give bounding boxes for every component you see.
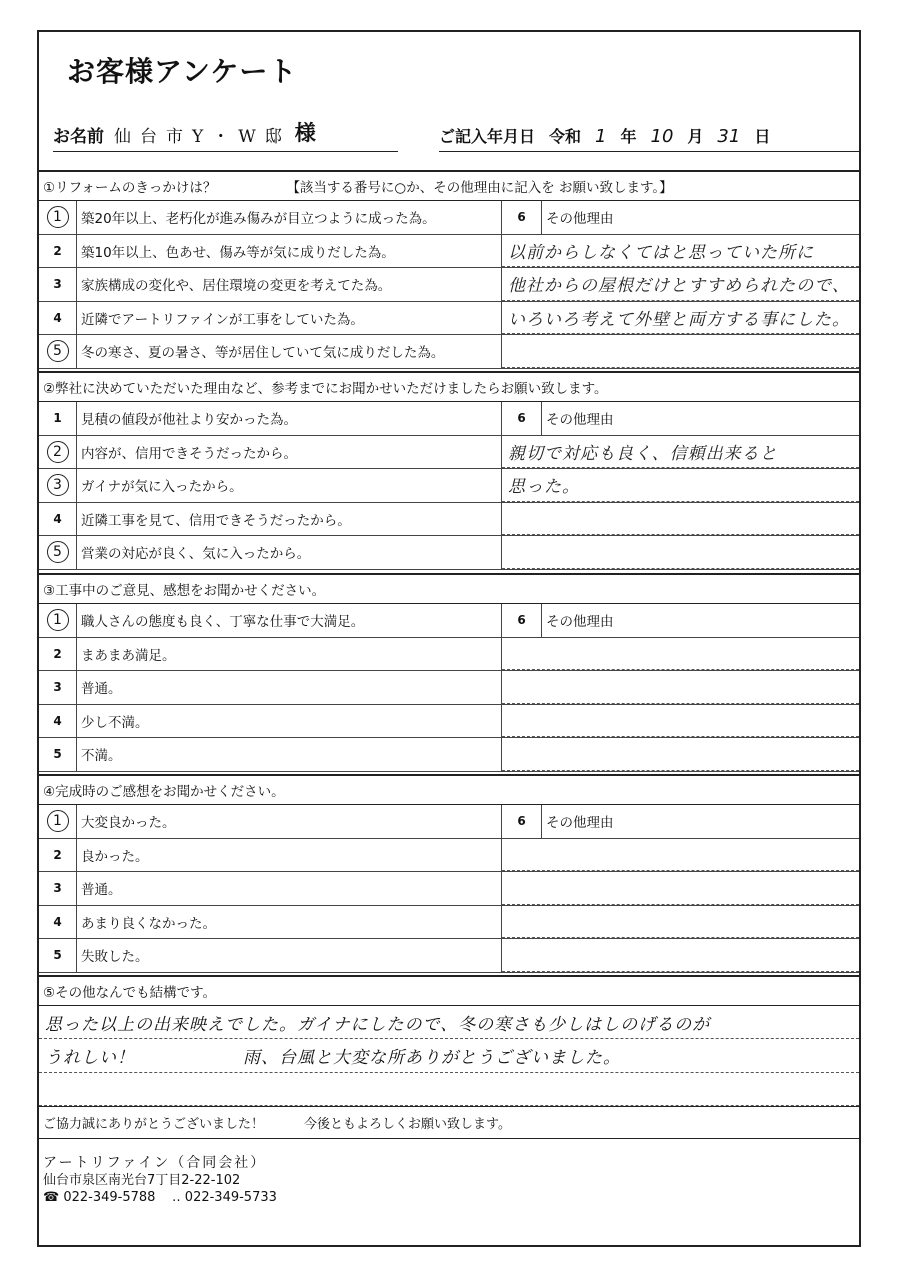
option-number-text: 3 (53, 881, 62, 896)
option-text: 近隣でアートリファインが工事をしていた為。 (77, 302, 502, 335)
option-number-text: 2 (53, 646, 62, 661)
other-label: その他理由 (546, 211, 614, 228)
circled-number: 5 (47, 340, 69, 362)
section-header (39, 774, 859, 805)
option-row (39, 738, 859, 772)
other-reason-line (502, 671, 859, 704)
survey-form (37, 30, 861, 1247)
other-number: 6 (502, 201, 542, 234)
circled-number: 5 (47, 541, 69, 563)
option-text: 築20年以上、老朽化が進み傷みが目立つように成った為。 (77, 201, 502, 234)
page-title: お客様アンケート (67, 55, 298, 88)
company-info (39, 1139, 859, 1222)
thanks-row (39, 1106, 859, 1139)
other-label: その他理由 (546, 614, 614, 631)
option-number[interactable] (39, 906, 77, 939)
company-address: 仙台市泉区南光台7丁目2-22-102 (43, 1172, 241, 1188)
option-row (39, 335, 859, 369)
option-number-text: 3 (53, 277, 62, 292)
option-text: 営業の対応が良く、気に入ったから。 (77, 536, 502, 569)
other-reason-line (502, 503, 859, 536)
other-reason-line (502, 738, 859, 771)
option-text: 普通。 (77, 872, 502, 905)
date-era: 令和 (549, 127, 582, 146)
option-text: 近隣工事を見て、信用できそうだったから。 (77, 503, 502, 536)
option-number[interactable] (39, 436, 77, 469)
option-row (39, 201, 859, 235)
name-field (53, 122, 398, 152)
other-reason-line: 以前からしなくてはと思っていた所に (502, 235, 859, 268)
fax-icon: ‥ (171, 1189, 181, 1205)
option-text: 家族構成の変化や、居住環境の変更を考えてた為。 (77, 268, 502, 301)
option-row (39, 503, 859, 537)
option-text: 不満。 (77, 738, 502, 771)
option-text: 失敗した。 (77, 939, 502, 972)
option-number-text: 2 (53, 243, 62, 258)
option-number[interactable] (39, 268, 77, 301)
section-title: ②弊社に決めていただいた理由など、参考までにお聞かせいただけましたらお願い致します。 (43, 381, 608, 397)
option-number[interactable] (39, 805, 77, 838)
section-title: ④完成時のご感想をお聞かせください。 (43, 784, 285, 800)
option-number-text: 5 (53, 747, 62, 762)
option-number-text: 1 (53, 411, 62, 426)
option-number[interactable] (39, 235, 77, 268)
option-text: 少し不満。 (77, 705, 502, 738)
option-number-text: 4 (53, 914, 62, 929)
option-number-text: 2 (53, 847, 62, 862)
option-row (39, 604, 859, 638)
date-day: 31 (717, 126, 741, 147)
section-1 (39, 170, 859, 369)
option-number[interactable] (39, 872, 77, 905)
option-text: ガイナが気に入ったから。 (77, 469, 502, 502)
option-number[interactable] (39, 638, 77, 671)
section-4 (39, 774, 859, 973)
option-text: あまり良くなかった。 (77, 906, 502, 939)
date-day-unit: 日 (754, 127, 771, 146)
section-header (39, 975, 859, 1006)
option-number[interactable] (39, 469, 77, 502)
option-number[interactable] (39, 939, 77, 972)
section-title: ⑤その他なんでも結構です。 (43, 985, 217, 1001)
option-row (39, 268, 859, 302)
option-text: 職人さんの態度も良く、丁寧な仕事で大満足。 (77, 604, 502, 637)
circled-number: 2 (47, 441, 69, 463)
option-number[interactable] (39, 201, 77, 234)
other-reason-line (502, 906, 859, 939)
other-reason-line (502, 335, 859, 368)
option-number[interactable] (39, 402, 77, 435)
other-reason-line (502, 705, 859, 738)
option-row (39, 906, 859, 940)
other-label: その他理由 (546, 815, 614, 832)
option-row (39, 469, 859, 503)
option-row (39, 805, 859, 839)
option-text: 見積の値段が他社より安かった為。 (77, 402, 502, 435)
option-row (39, 302, 859, 336)
other-reason-line (502, 536, 859, 569)
section-header (39, 371, 859, 402)
name-label: お名前 (53, 127, 104, 147)
option-number-text: 4 (53, 713, 62, 728)
option-text: 普通。 (77, 671, 502, 704)
date-month-unit: 月 (687, 127, 704, 146)
comment-line: 思った以上の出来映えでした。ガイナにしたので、冬の寒さも少しはしのげるのが (39, 1006, 859, 1039)
option-number-text: 4 (53, 511, 62, 526)
option-row (39, 235, 859, 269)
option-number[interactable] (39, 604, 77, 637)
option-text: 築10年以上、色あせ、傷み等が気に成りだした為。 (77, 235, 502, 268)
date-year: 1 (595, 126, 607, 147)
name-value: 仙台市Y・W邸 (114, 127, 291, 147)
other-reason-line: 他社からの屋根だけとすすめられたので、 (502, 268, 859, 301)
option-text: 良かった。 (77, 839, 502, 872)
comment-line (39, 1073, 859, 1106)
date-field (439, 122, 859, 152)
option-number[interactable] (39, 536, 77, 569)
option-row (39, 671, 859, 705)
other-reason-line (502, 638, 859, 671)
option-text: 大変良かった。 (77, 805, 502, 838)
option-row (39, 872, 859, 906)
option-number[interactable] (39, 705, 77, 738)
free-comment-section (39, 975, 859, 1222)
option-number[interactable] (39, 839, 77, 872)
other-reason-line: 親切で対応も良く、信頼出来ると (502, 436, 859, 469)
option-number-text: 5 (53, 948, 62, 963)
option-row (39, 939, 859, 973)
other-number: 6 (502, 402, 542, 435)
thanks-text: ご協力誠にありがとうございました！ (43, 1116, 265, 1132)
circled-number: 3 (47, 474, 69, 496)
other-label: その他理由 (546, 412, 614, 429)
option-text: 冬の寒さ、夏の暑さ、等が居住していて気に成りだした為。 (77, 335, 502, 368)
option-number[interactable] (39, 738, 77, 771)
section-3 (39, 573, 859, 772)
option-row (39, 402, 859, 436)
option-number[interactable] (39, 302, 77, 335)
option-number-text: 4 (53, 310, 62, 325)
other-reason-line (502, 939, 859, 972)
option-text: 内容が、信用できそうだったから。 (77, 436, 502, 469)
other-reason-line: いろいろ考えて外壁と両方する事にした。 (502, 302, 859, 335)
option-number-text: 3 (53, 680, 62, 695)
option-row (39, 436, 859, 470)
fax-number: 022-349-5733 (184, 1189, 277, 1205)
option-row (39, 705, 859, 739)
phone-number: 022-349-5788 (63, 1189, 156, 1205)
option-row (39, 839, 859, 873)
company-name: アートリファイン（合同会社） (43, 1154, 267, 1171)
date-month: 10 (650, 126, 674, 147)
option-number[interactable] (39, 671, 77, 704)
section-header (39, 170, 859, 201)
other-number: 6 (502, 805, 542, 838)
circled-number: 1 (47, 810, 69, 832)
closing-text: 今後ともよろしくお願い致します。 (304, 1116, 511, 1132)
other-reason-line: 思った。 (502, 469, 859, 502)
phone-icon: ☎ (43, 1189, 60, 1205)
section-note: 【該当する番号に○か、その他理由に記入を お願い致します。】 (286, 180, 673, 196)
option-row (39, 536, 859, 570)
section-header (39, 573, 859, 604)
section-title: ③工事中のご意見、感想をお聞かせください。 (43, 583, 326, 599)
comment-line: うれしい！ 雨、台風と大変な所ありがとうございました。 (39, 1039, 859, 1072)
date-label: ご記入年月日 (439, 127, 536, 146)
date-year-unit: 年 (620, 127, 637, 146)
circled-number: 1 (47, 609, 69, 631)
other-reason-line (502, 872, 859, 905)
circled-number: 1 (47, 206, 69, 228)
option-row (39, 638, 859, 672)
option-text: まあまあ満足。 (77, 638, 502, 671)
option-number[interactable] (39, 335, 77, 368)
name-suffix: 様 (294, 121, 316, 145)
other-reason-line (502, 839, 859, 872)
other-number: 6 (502, 604, 542, 637)
section-2 (39, 371, 859, 570)
section-title: ①リフォームのきっかけは？ (43, 180, 217, 196)
option-number[interactable] (39, 503, 77, 536)
